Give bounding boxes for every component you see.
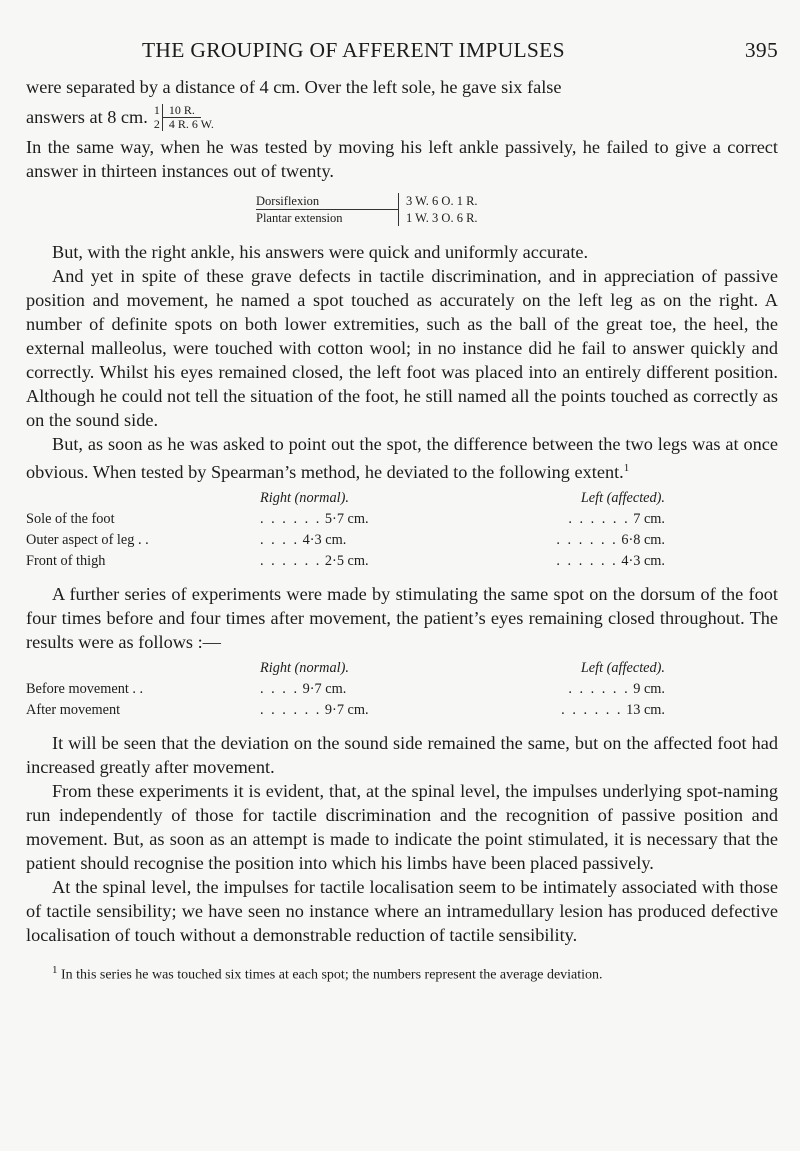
footnote [26, 961, 778, 985]
page-number: 395 [744, 38, 778, 62]
footnote-ref: 1 [623, 462, 630, 474]
table-row [256, 210, 778, 226]
paragraph-5: A further series of experiments were made by stimulating the same spot on the dorsum of the foot four times before and four times after movement, the patient’s eyes remaining closed throughout. The results were as follows :— [26, 584, 778, 653]
header-right-normal: Right (normal). [260, 660, 349, 677]
table-row [26, 530, 778, 551]
ankle-movement-table [256, 193, 778, 226]
left-value: 4·3 cm. [621, 553, 665, 570]
fraction-bottom-value: 4 R. 6 W. [162, 118, 220, 131]
fraction-top-num: 1 [153, 102, 160, 117]
row-label: Before movement . . [26, 681, 144, 698]
paragraph-6: It will be seen that the deviation on the sound side remained the same, but on the affected foot had increased greatly after movement. [26, 733, 778, 778]
row-label: After movement [26, 702, 121, 719]
right-value: 5·7 cm. [324, 511, 369, 528]
running-title: THE GROUPING OF AFFERENT IMPULSES [142, 38, 565, 62]
movement-table [26, 658, 778, 721]
intro-fraction-line [26, 99, 778, 135]
left-value: 9 cm. [633, 681, 665, 698]
leader-dots: . . . . . . [556, 553, 618, 570]
header-right-normal: Right (normal). [260, 490, 349, 507]
paragraph-1-rest: In the same way, when he was tested by moving his left ankle passively, he failed to give a correct answer in thirteen instances out of twenty. [26, 137, 778, 181]
right-value: 2·5 cm. [324, 553, 369, 570]
table-row [26, 700, 778, 721]
table-row [256, 193, 778, 210]
leader-dots: . . . . . . [568, 511, 630, 528]
row-value: 1 W. 3 O. 6 R. [398, 210, 478, 226]
leader-dots: . . . . [260, 532, 300, 549]
score-fraction [152, 104, 220, 131]
row-label: Sole of the foot [26, 511, 115, 528]
fraction-bottom-num: 2 [153, 116, 160, 131]
leader-dots: . . . . . . [556, 532, 618, 549]
footnote-text: In this series he was touched six times at each spot; the numbers represent the average deviation. [61, 967, 603, 983]
leader-dots: . . . . . . [260, 511, 322, 528]
header-left-affected: Left (affected). [580, 490, 665, 507]
table-row [26, 551, 778, 572]
table-row [26, 679, 778, 700]
left-value: 6·8 cm. [621, 532, 665, 549]
row-value: 3 W. 6 O. 1 R. [398, 193, 478, 210]
paragraph-4-text: But, as soon as he was asked to point out the spot, the difference between the two legs was at once obvious. When tested by Spearman’s method, he deviated to the following extent. [26, 434, 778, 483]
paragraph-3: And yet in spite of these grave defects in tactile discrimination, and in appreciation of passive position and movement, he named a spot touched as accurately on the left leg as on the right. A number of definite spots on both lower extremities, such as the ball of the great toe, the heel, the external malleolus, were touched with cotton wool; in no instance did he fail to answer quickly and correctly. Whilst his eyes remained closed, the left foot was placed into an entirely different position. Although he could not tell the situation of the foot, he still named all the points touched as correctly as on the sound side. [26, 266, 778, 430]
right-value: 9·7 cm. [302, 681, 347, 698]
fraction-top-value: 10 R. [162, 104, 201, 118]
leader-dots: . . . . . . [568, 681, 630, 698]
leader-dots: . . . . . . [561, 702, 623, 719]
paragraph-4 [26, 432, 778, 484]
right-value: 9·7 cm. [324, 702, 369, 719]
left-value: 13 cm. [626, 702, 665, 719]
header-left-affected: Left (affected). [580, 660, 665, 677]
row-label: Dorsiflexion [256, 193, 398, 210]
running-header [26, 38, 778, 63]
leader-dots: . . . . [260, 681, 300, 698]
leader-dots: . . . . . . [260, 702, 322, 719]
intro-prefix: answers at 8 cm. [26, 107, 148, 127]
page [26, 38, 778, 999]
footnote-marker: 1 [52, 964, 58, 977]
paragraph-2: But, with the right ankle, his answers were quick and uniformly accurate. [52, 242, 589, 262]
paragraph-7: From these experiments it is evident, that, at the spinal level, the impulses underlying spot-naming run independently of those for tactile discrimination and the recognition of passive position and movement. But, as soon as an attempt is made to indicate the point stimulated, it is necessary that the patient should recognise the position into which his limbs have been placed passively. [26, 781, 778, 874]
paragraph-8: At the spinal level, the impulses for tactile localisation seem to be intimately associated with those of tactile sensibility; we have seen no instance where an intramedullary lesion has produced defective localisation of touch without a demonstrable reduction of tactile sensibility. [26, 877, 778, 946]
left-value: 7 cm. [633, 511, 665, 528]
leader-dots: . . . . . . [260, 553, 322, 570]
right-value: 4·3 cm. [302, 532, 347, 549]
row-label: Plantar extension [256, 211, 343, 225]
spearman-table [26, 488, 778, 572]
table-row [26, 509, 778, 530]
row-label: Front of thigh [26, 553, 106, 570]
intro-line: were separated by a distance of 4 cm. Over the left sole, he gave six false [26, 77, 562, 97]
row-label: Outer aspect of leg . . [26, 532, 149, 549]
